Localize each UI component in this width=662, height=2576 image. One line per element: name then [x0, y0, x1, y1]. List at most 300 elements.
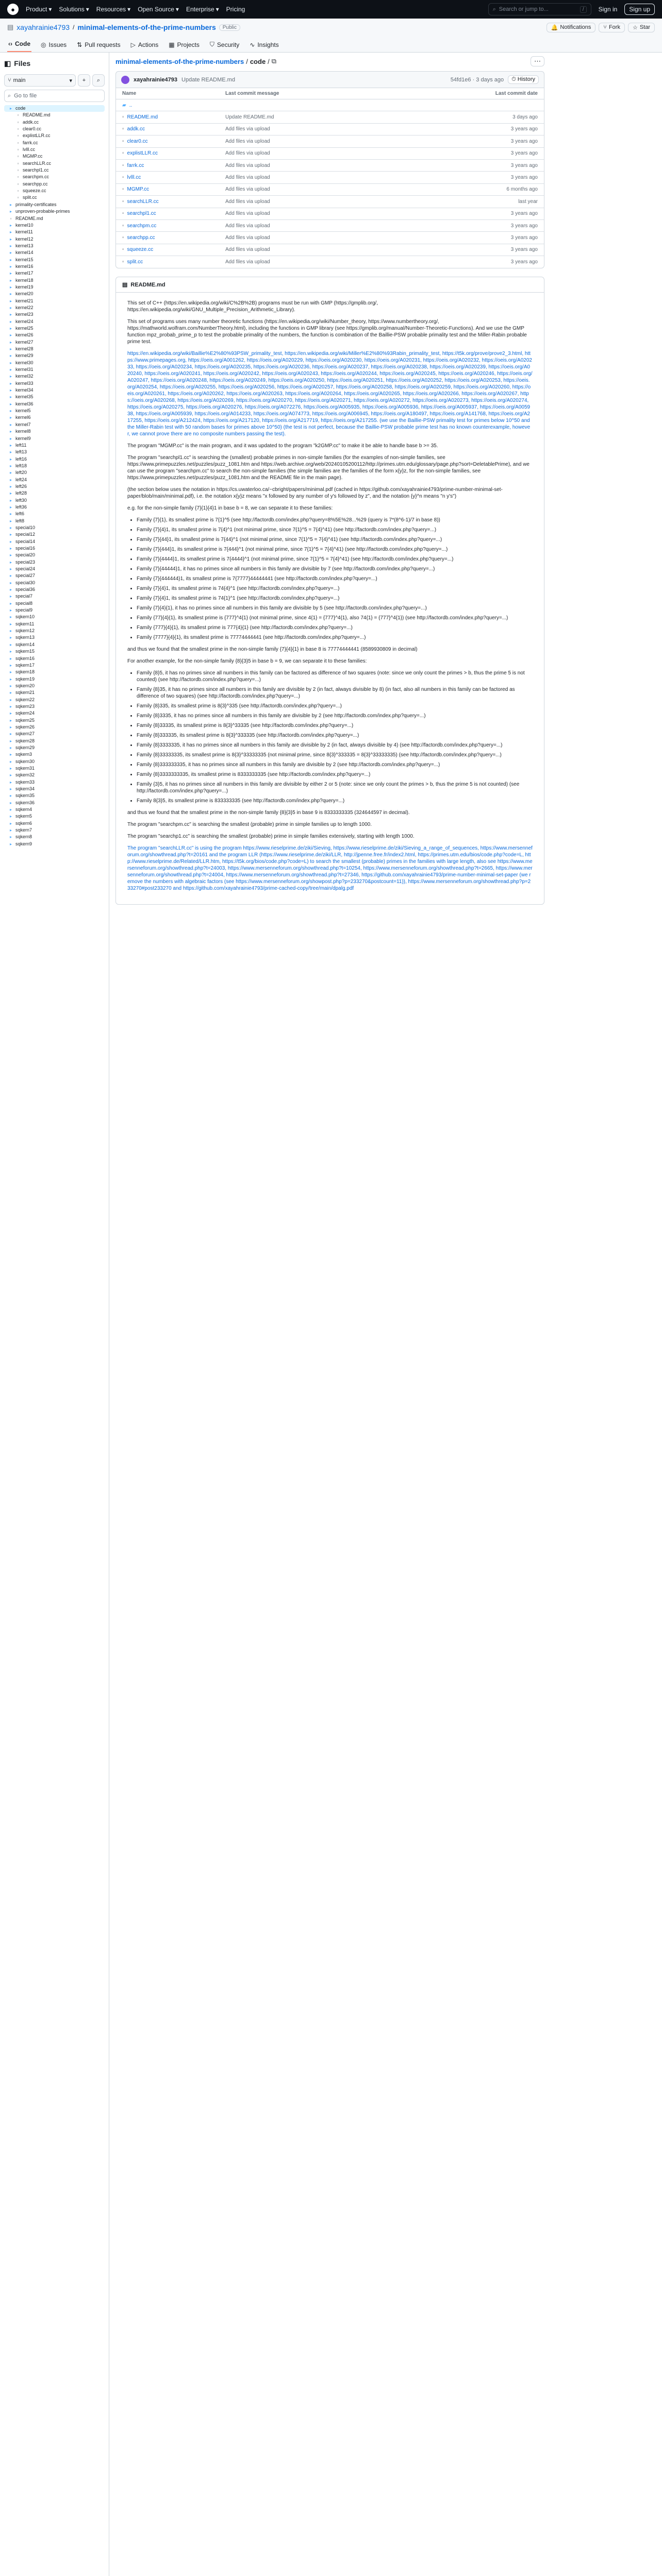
folder-icon: ▸ — [9, 305, 12, 310]
folder-icon: ▸ — [9, 539, 12, 544]
tree-item[interactable] — [4, 222, 105, 229]
file-name-link[interactable]: .. — [129, 102, 133, 108]
file-name-link[interactable]: explistLLR.cc — [127, 150, 158, 157]
tree-item[interactable] — [4, 304, 105, 311]
file-name-link[interactable]: searchpm.cc — [127, 223, 157, 229]
readme-title[interactable]: README.md — [130, 281, 166, 288]
file-icon: ▫ — [122, 114, 124, 121]
tree-item-label: sqkern9 — [15, 841, 32, 846]
tree-item[interactable] — [4, 834, 105, 840]
tree-item[interactable] — [4, 566, 105, 572]
list-item: • Family {8}3335, it has no primes since all numbers in this family are divisible by 2 (see http://factordb.com/index.php?query=...) — [137, 713, 533, 719]
file-commit-message[interactable]: Add files via upload — [225, 259, 270, 265]
tree-item-label: primality-certificates — [15, 201, 57, 207]
commit-message-link[interactable]: Update README.md — [181, 76, 235, 83]
table-row[interactable] — [116, 172, 544, 183]
tree-item[interactable] — [4, 442, 105, 449]
tree-item[interactable] — [4, 703, 105, 710]
file-name-link[interactable]: lvlll.cc — [127, 175, 141, 181]
file-commit-message[interactable]: Add files via upload — [225, 211, 270, 217]
tree-item[interactable] — [4, 387, 105, 394]
tree-item[interactable] — [4, 689, 105, 696]
folder-icon: ▸ — [9, 512, 12, 517]
tree-item-label: sqkern32 — [15, 772, 35, 778]
folder-icon: ▸ — [9, 828, 12, 833]
tree-item-label: sqkern7 — [15, 827, 32, 833]
tree-item[interactable] — [4, 669, 105, 675]
tree-item[interactable] — [4, 112, 105, 118]
tree-item[interactable] — [4, 277, 105, 284]
tree-item[interactable] — [4, 270, 105, 277]
tree-item-label: kernel17 — [15, 270, 34, 276]
tree-item[interactable] — [4, 257, 105, 263]
tree-item[interactable] — [4, 181, 105, 188]
folder-icon: ▸ — [9, 532, 12, 537]
tree-item[interactable] — [4, 401, 105, 408]
folder-icon: ▸ — [9, 236, 12, 242]
folder-icon: ▸ — [9, 498, 12, 503]
tree-item-label: farrk.cc — [23, 140, 38, 145]
readme-paragraph: and thus we found that the smallest prime in the non-simple family {8}{3}5 in base 9 is 8333333335 (324644597 in decimal). — [127, 810, 410, 816]
file-icon: ▫ — [122, 150, 124, 157]
file-name-link[interactable]: searchpl1.cc — [127, 211, 156, 217]
tree-item[interactable] — [4, 394, 105, 400]
tree-item[interactable] — [4, 380, 105, 387]
file-commit-message[interactable]: Add files via upload — [225, 138, 270, 144]
tree-item[interactable] — [4, 724, 105, 731]
tree-item[interactable] — [4, 188, 105, 194]
table-row[interactable] — [116, 160, 544, 172]
tree-item[interactable] — [4, 352, 105, 359]
nav-solutions[interactable] — [59, 6, 89, 13]
add-file-button[interactable] — [78, 74, 90, 87]
tree-item[interactable] — [4, 545, 105, 552]
tree-item[interactable] — [4, 593, 105, 600]
folder-icon: ▸ — [9, 615, 12, 620]
breadcrumb-repo-link[interactable]: minimal-elements-of-the-prime-numbers — [115, 57, 244, 65]
folder-icon: ▸ — [9, 395, 12, 400]
file-commit-date: 3 years ago — [510, 175, 538, 181]
folder-icon: ▸ — [9, 470, 12, 476]
tree-item[interactable] — [4, 483, 105, 490]
more-options-button[interactable] — [531, 56, 544, 66]
tree-item[interactable] — [4, 648, 105, 655]
tree-item[interactable] — [4, 449, 105, 455]
tree-item-label: special23 — [15, 559, 36, 565]
tree-item-label: kernel9 — [15, 435, 31, 441]
tree-item[interactable] — [4, 614, 105, 620]
file-commit-message[interactable]: Add files via upload — [225, 187, 270, 193]
folder-icon: ▸ — [9, 347, 12, 352]
file-commit-date: 3 years ago — [510, 138, 538, 144]
tree-item-label: sqkern10 — [15, 614, 35, 620]
file-name-link[interactable]: addk.cc — [127, 126, 145, 132]
tree-item[interactable] — [4, 772, 105, 778]
tree-item-label: sqkern26 — [15, 724, 35, 730]
tree-item[interactable] — [4, 456, 105, 463]
tree-item[interactable] — [4, 408, 105, 414]
list-item: • Family {7}{4}1, its smallest prime is 74{1}^1 (see http://factordb.com/index.php?query=...) — [137, 595, 533, 602]
tree-item-label: kernel24 — [15, 318, 34, 324]
chevron-down-icon: ▾ — [127, 6, 131, 13]
tree-item[interactable] — [4, 552, 105, 558]
tab-security[interactable] — [209, 41, 240, 52]
tree-item[interactable] — [4, 373, 105, 380]
tree-item[interactable] — [4, 298, 105, 304]
tree-item-label: kernel5 — [15, 408, 31, 414]
tree-item-label: special27 — [15, 573, 36, 579]
file-name-link[interactable]: MGMP.cc — [127, 187, 150, 193]
file-commit-date: 3 years ago — [510, 247, 538, 253]
tree-item[interactable] — [4, 119, 105, 126]
tree-item[interactable] — [4, 786, 105, 792]
tree-item[interactable] — [4, 827, 105, 834]
folder-icon: ▸ — [9, 704, 12, 709]
file-commit-message[interactable]: Update README.md — [225, 114, 274, 121]
tree-item[interactable] — [4, 421, 105, 428]
tree-item[interactable] — [4, 174, 105, 180]
file-commit-message[interactable]: Add files via upload — [225, 198, 270, 205]
tree-item[interactable] — [4, 167, 105, 174]
tree-item[interactable] — [4, 160, 105, 167]
readme-paragraph: This set of programs uses many number theoretic functions (https://en.wikipedia.org/wiki/Number_theory, https://www.numbertheory.org/, https://mathworld.wolfram.com/NumberTheory.html), including the functions in GMP library (see https://gmplib.org/manual/Number-Theoretic-Functions). And we use the GMP function mpz_probab_prime_p to test the probable primality of the numbers, the function is combination of the Baillie-PSW probable primality test and the Miller-Rabin probable prime test. — [127, 319, 527, 345]
tree-item[interactable] — [4, 140, 105, 146]
file-name-link[interactable]: farrk.cc — [127, 162, 144, 168]
tree-item[interactable] — [4, 243, 105, 249]
folder-icon: ▸ — [9, 340, 12, 345]
star-icon: ☆ — [632, 24, 638, 31]
file-icon: ▫ — [17, 181, 19, 187]
folder-icon: ▸ — [9, 312, 12, 317]
table-row[interactable] — [116, 220, 544, 232]
tree-item[interactable] — [4, 779, 105, 786]
tab-pull-requests[interactable] — [76, 41, 121, 52]
kebab-icon: ⋯ — [534, 57, 541, 65]
latest-commit-bar — [115, 71, 544, 88]
tree-item[interactable] — [4, 538, 105, 545]
tree-item[interactable] — [4, 683, 105, 689]
file-name-link[interactable]: searchLLR.cc — [127, 198, 159, 205]
folder-icon: ▸ — [9, 821, 12, 826]
plus-icon: + — [82, 77, 86, 83]
readme-paragraph: For another example, for the non-simple family {8}{3}5 in base b = 9, we can separate it to these families: — [127, 658, 367, 665]
tree-item[interactable] — [4, 744, 105, 751]
tree-item-label: special20 — [15, 552, 36, 558]
tab-code[interactable] — [7, 40, 31, 52]
tree-item[interactable] — [4, 229, 105, 235]
tree-item[interactable] — [4, 194, 105, 201]
tree-item[interactable] — [4, 751, 105, 758]
copy-path-icon[interactable]: ⧉ — [271, 57, 277, 65]
tree-item[interactable] — [4, 628, 105, 634]
folder-icon: ▸ — [9, 450, 12, 455]
main-content — [115, 53, 544, 905]
folder-icon: ▸ — [9, 271, 12, 276]
tree-item-label: sqkern35 — [15, 793, 35, 799]
file-icon: ▫ — [17, 154, 19, 159]
tab-insights[interactable] — [249, 41, 279, 52]
folder-icon: ▸ — [9, 381, 12, 386]
notifications-label: Notifications — [560, 24, 591, 30]
tree-item-label: kernel6 — [15, 415, 31, 420]
file-commit-date: 3 days ago — [512, 114, 538, 121]
tree-item[interactable] — [4, 800, 105, 806]
tree-item[interactable] — [4, 249, 105, 256]
nav-product[interactable] — [26, 6, 52, 13]
tree-item-label: sqkern17 — [15, 662, 35, 668]
tree-item-label: left30 — [15, 497, 27, 503]
folder-icon: ▸ — [9, 326, 12, 331]
list-item: • Family {7}{4}{1}, it has no primes since all numbers in this family are divisible by 5 (see http://factordb.com/index.php?query=...) — [137, 605, 533, 612]
tree-item-label: kernel29 — [15, 353, 34, 359]
tab-issues[interactable] — [40, 41, 68, 52]
file-name-link[interactable]: squeeze.cc — [127, 247, 154, 253]
notifications-button[interactable] — [547, 23, 596, 32]
tree-item-label: special9 — [15, 607, 33, 613]
tree-item[interactable] — [4, 717, 105, 724]
tree-item[interactable] — [4, 697, 105, 703]
tree-item-label: searchpm.cc — [23, 174, 49, 180]
readme-header — [116, 277, 544, 293]
branch-select-button[interactable] — [4, 74, 76, 87]
file-icon: ▫ — [17, 168, 19, 173]
tree-item[interactable] — [4, 758, 105, 765]
tree-item-label: kernel8 — [15, 429, 31, 434]
tree-item[interactable] — [4, 126, 105, 132]
tree-item[interactable] — [4, 215, 105, 222]
repo-header — [0, 19, 662, 36]
folder-icon: ▸ — [9, 443, 12, 448]
tree-item[interactable] — [4, 820, 105, 827]
history-label: History — [517, 76, 535, 82]
folder-icon: ▸ — [9, 683, 12, 688]
tree-item-label: searchpl1.cc — [23, 167, 49, 173]
tree-item-label: clear0.cc — [23, 126, 42, 132]
repo-name-link[interactable]: minimal-elements-of-the-prime-numbers — [77, 23, 216, 31]
tab-actions[interactable] — [130, 41, 160, 52]
tree-item[interactable] — [4, 208, 105, 215]
tree-item[interactable] — [4, 291, 105, 297]
list-item: • Family {8}333333335, it has no primes since all numbers in this family are divisible by 2 (see http://factordb.com/index.php?query=...) — [137, 761, 533, 768]
nav-open-source[interactable] — [138, 6, 179, 13]
search-files-button[interactable] — [92, 74, 105, 87]
file-icon: ▫ — [17, 195, 19, 200]
folder-icon: ▸ — [9, 656, 12, 661]
tree-item[interactable] — [4, 806, 105, 813]
tree-item[interactable] — [4, 469, 105, 476]
tree-item[interactable] — [4, 332, 105, 338]
issue-icon: ◎ — [41, 41, 46, 48]
tree-item[interactable] — [4, 497, 105, 504]
tree-item[interactable] — [4, 738, 105, 744]
tree-item[interactable] — [4, 263, 105, 270]
tree-item[interactable] — [4, 600, 105, 607]
table-row[interactable] — [116, 196, 544, 208]
list-item: • Family {7}{44}1, its smallest prime is 7{44}^1 (not minimal prime, since 7{1}^5 = 7{4}^41) (see http://factordb.com/index.php?query=...) — [137, 536, 533, 543]
tree-item[interactable] — [4, 346, 105, 352]
tree-item[interactable] — [4, 463, 105, 469]
tree-item[interactable] — [4, 792, 105, 799]
global-search-input[interactable] — [488, 3, 591, 15]
tree-item[interactable] — [4, 236, 105, 243]
file-table — [115, 88, 544, 268]
file-commit-message[interactable]: Add files via upload — [225, 234, 270, 241]
tree-item[interactable] — [4, 146, 105, 153]
tree-item[interactable] — [4, 580, 105, 586]
file-commit-message[interactable]: Add files via upload — [225, 150, 270, 157]
sidebar-collapse-icon[interactable]: ◧ — [4, 59, 11, 67]
tree-item[interactable] — [4, 731, 105, 737]
tree-item-label: left28 — [15, 490, 27, 496]
tree-item[interactable] — [4, 360, 105, 366]
folder-icon: ▸ — [9, 491, 12, 496]
tree-item-label: kernel13 — [15, 243, 34, 248]
tree-item[interactable] — [4, 153, 105, 160]
tree-item[interactable] — [4, 490, 105, 497]
tree-item[interactable] — [4, 339, 105, 346]
tree-item-label: left24 — [15, 477, 27, 482]
tab-code-label: Code — [15, 40, 30, 47]
tree-item-label: kernel25 — [15, 326, 34, 331]
tree-item-label: left20 — [15, 470, 27, 476]
star-button[interactable] — [628, 23, 655, 32]
tree-item[interactable] — [4, 366, 105, 373]
tree-item-label: sqkern4 — [15, 807, 32, 812]
tree-item[interactable] — [4, 607, 105, 614]
tree-item[interactable] — [4, 586, 105, 593]
tree-item[interactable] — [4, 511, 105, 517]
table-row[interactable] — [116, 256, 544, 268]
tree-item[interactable] — [4, 105, 105, 112]
file-icon: ▫ — [122, 223, 124, 229]
tree-item[interactable] — [4, 325, 105, 332]
tree-item[interactable] — [4, 559, 105, 566]
file-commit-message[interactable]: Add files via upload — [225, 126, 270, 132]
tree-item[interactable] — [4, 765, 105, 772]
folder-icon: ▸ — [9, 752, 12, 757]
file-commit-date: 3 years ago — [510, 150, 538, 157]
readme-paragraph[interactable]: The program "searchLLR.cc" is using the program https://www.rieselprime.de/ziki/Sieving, https://www.rieselprime.de/ziki/Sieving_a_range_of_sequences, https://www.mersenneforum.org/showthread.php?t=20161 and the program LLR (https://www.rieselprime.de/ziki/LLR, http://jpenne.free.fr/index2.html, https://primes.utm.edu/bios/code.php?code=L, http://www.rieselprime.de/Related/LLR.htm, https://t5k.org/bios/code.php?code=L) to search the smallest (probable) primes in the families with large length, also see https://www.mersenneforum.org/showthread.php?t=24003, https://www.mersenneforum.org/showthread.php?t=10254, https://www.mersenneforum.org/showthread.php?t=2665, https://www.mersenneforum.org/showthread.php?t=24004, https://www.mersenneforum.org/showthread.php?t=27346, https://github.com/xayahrainie4793/prime-number-minimal-set-paper (we remove the numbers with algebraic factors (see https://www.mersenneforum.org/showpost.php?p=233270&postcount=11)), https://www.mersenneforum.org/showthread.php?p=233270#post233270 and https://github.com/xayahrainie4793/prime-cached-copy/tree/main/dpalg.pdf — [127, 845, 533, 892]
file-icon: ▫ — [17, 147, 19, 152]
tree-item[interactable] — [4, 841, 105, 848]
tree-item[interactable] — [4, 655, 105, 662]
tree-item[interactable] — [4, 662, 105, 669]
go-to-file-placeholder: Go to file — [14, 93, 37, 99]
tree-item-label: kernel15 — [15, 257, 34, 262]
tree-item[interactable] — [4, 284, 105, 291]
commit-author-link[interactable]: xayahrainie4793 — [134, 76, 178, 83]
tree-item[interactable] — [4, 621, 105, 628]
readme-paragraph: The program "searchp1.cc" is searching the smallest (probable) prime in simple families extensively, starting with length 1000. — [127, 834, 415, 840]
file-name-link[interactable]: README.md — [127, 114, 158, 121]
list-item: • Family {8}3333333335, its smallest prime is 8333333335 (see http://factordb.com/index.php?query=...) — [137, 771, 533, 778]
tree-item[interactable] — [4, 504, 105, 511]
table-row[interactable] — [116, 148, 544, 160]
nav-pricing[interactable]: Pricing — [226, 6, 245, 13]
sign-in-link[interactable]: Sign in — [598, 6, 618, 13]
tree-item[interactable] — [4, 676, 105, 683]
tree-item-label: kernel36 — [15, 401, 34, 406]
table-row[interactable] — [116, 184, 544, 196]
tree-item[interactable] — [4, 477, 105, 483]
file-name-link[interactable]: split.cc — [127, 259, 143, 265]
tab-projects[interactable] — [168, 41, 201, 52]
tree-item[interactable] — [4, 132, 105, 139]
folder-icon: ▸ — [9, 835, 12, 840]
sign-up-button[interactable]: Sign up — [624, 4, 655, 15]
nav-resources[interactable] — [96, 6, 130, 13]
tree-item-label: sqkern15 — [15, 649, 35, 654]
file-icon: ▫ — [122, 187, 124, 193]
file-commit-message[interactable]: Add files via upload — [225, 175, 270, 181]
table-row[interactable] — [116, 111, 544, 123]
tab-pull-requests-label: Pull requests — [85, 41, 121, 48]
file-commit-message[interactable]: Add files via upload — [225, 223, 270, 229]
tree-item[interactable] — [4, 710, 105, 717]
tree-item[interactable] — [4, 572, 105, 579]
tree-item[interactable] — [4, 518, 105, 524]
tree-item-label: sqkern28 — [15, 738, 35, 743]
branch-icon: ⑂ — [8, 77, 11, 83]
avatar[interactable] — [121, 76, 129, 84]
tree-item-label: sqkern19 — [15, 676, 35, 682]
tree-item[interactable] — [4, 435, 105, 442]
file-commit-message[interactable]: Add files via upload — [225, 247, 270, 253]
repo-owner-link[interactable]: xayahrainie4793 — [16, 23, 70, 31]
search-placeholder: Search or jump to... — [499, 6, 549, 12]
fork-button[interactable] — [599, 23, 625, 32]
table-row[interactable] — [116, 99, 544, 111]
file-commit-message[interactable]: Add files via upload — [225, 162, 270, 168]
tree-item[interactable] — [4, 201, 105, 208]
readme-link-list[interactable]: https://en.wikipedia.org/wiki/Baillie%E2%80%93PSW_primality_test, https://en.wikipedia.org/wiki/Miller%E2%80%93Rabin_primality_test, https://t5k.org/prove/prove2_3.html, https://www.primepages.org, https://oeis.org/A001262, https://oeis.org/A020229, https://oeis.org/A020230, https://oeis.org/A020231, https://oeis.org/A020232, https://oeis.org/A020233, https://oeis.org/A020234, https://oeis.org/A020235, https://oeis.org/A020236, https://oeis.org/A020237, https://oeis.org/A020238, https://oeis.org/A020239, https://oeis.org/A020240, https://oeis.org/A020241, https://oeis.org/A020242, https://oeis.org/A020243, https://oeis.org/A020244, https://oeis.org/A020245, https://oeis.org/A020246, https://oeis.org/A020247, https://oeis.org/A020248, https://oeis.org/A020249, https://oeis.org/A020250, https://oeis.org/A020251, https://oeis.org/A020252, https://oeis.org/A020253, https://oeis.org/A020254, https://oeis.org/A020255, https://oeis.org/A020256, https://oeis.org/A020257, https://oeis.org/A020258, https://oeis.org/A020259, https://oeis.org/A020260, https://oeis.org/A020261, https://oeis.org/A020262, https://oeis.org/A020263, https://oeis.org/A020264, https://oeis.org/A020265, https://oeis.org/A020266, https://oeis.org/A020267, https://oeis.org/A020268, https://oeis.org/A020269, https://oeis.org/A020270, https://oeis.org/A020271, https://oeis.org/A020272, https://oeis.org/A020273, https://oeis.org/A020274, https://oeis.org/A020275, https://oeis.org/A020276, https://oeis.org/A072276, https://oeis.org/A005935, https://oeis.org/A005936, https://oeis.org/A005937, https://oeis.org/A005938, https://oeis.org/A005939, https://oeis.org/A014233, https://oeis.org/A074773, https://oeis.org/A006945, https://oeis.org/A180497, https://oeis.org/A141768, https://oeis.org/A217255, https://oeis.org/A212424, https://oeis.org/A217120, https://oeis.org/A217719, https://oeis.org/A217255. (we use the Baillie-PSW primality test for primes below 10^50 and the Miller-Rabin test with 50 random bases for primes above 10^50) (the test is not perfect, because the Baillie-PSW probable prime test has no known counterexample, however, we cannot prove there are no composite numbers passing the test). — [127, 351, 533, 437]
tree-item-label: sqkern11 — [15, 621, 35, 626]
graph-icon: ∿ — [250, 41, 255, 48]
tree-item[interactable] — [4, 813, 105, 820]
history-button[interactable] — [508, 75, 539, 84]
tree-item[interactable] — [4, 428, 105, 435]
chevron-down-icon: ▾ — [86, 6, 89, 13]
table-row[interactable] — [116, 232, 544, 244]
table-row[interactable] — [116, 135, 544, 147]
tree-item-label: kernel12 — [15, 236, 34, 242]
github-logo-icon[interactable]: ● — [7, 4, 19, 15]
file-name-link[interactable]: clear0.cc — [127, 138, 148, 144]
table-row[interactable] — [116, 208, 544, 220]
tree-item[interactable] — [4, 311, 105, 318]
tree-item[interactable] — [4, 414, 105, 421]
list-item: • Family {3}5, it has no primes since all numbers in this family are divisible by either 2 or 5 (note: since we only count the primes > b, thus the prime 5 is not counted) (see http://factordb.com/index.php?query=...) — [137, 781, 533, 794]
readme-paragraph: e.g. for the non-simple family {7}{1}{4}1 in base b = 8, we can separate it to these families: — [127, 505, 333, 512]
folder-icon: ▸ — [9, 367, 12, 372]
tree-item[interactable] — [4, 531, 105, 538]
file-name-link[interactable]: searchpp.cc — [127, 234, 155, 241]
readme-paragraph: and thus we found that the smallest prime in the non-simple family {7}{4}{1} in base 8 is 77774444441 (8589930809 in decimal) — [127, 647, 418, 653]
tree-item[interactable] — [4, 318, 105, 325]
tree-item-label: left18 — [15, 463, 27, 468]
file-commit-date: 3 years ago — [510, 211, 538, 217]
tree-item-label: sqkern12 — [15, 628, 35, 634]
tree-item[interactable] — [4, 641, 105, 648]
tree-item-label: squeeze.cc — [23, 188, 46, 194]
folder-icon: ▸ — [9, 374, 12, 379]
nav-enterprise[interactable] — [186, 6, 219, 13]
tree-item[interactable] — [4, 634, 105, 641]
go-to-file-input[interactable] — [4, 90, 105, 102]
tree-item[interactable] — [4, 524, 105, 531]
table-row[interactable] — [116, 124, 544, 135]
table-row[interactable] — [116, 244, 544, 256]
